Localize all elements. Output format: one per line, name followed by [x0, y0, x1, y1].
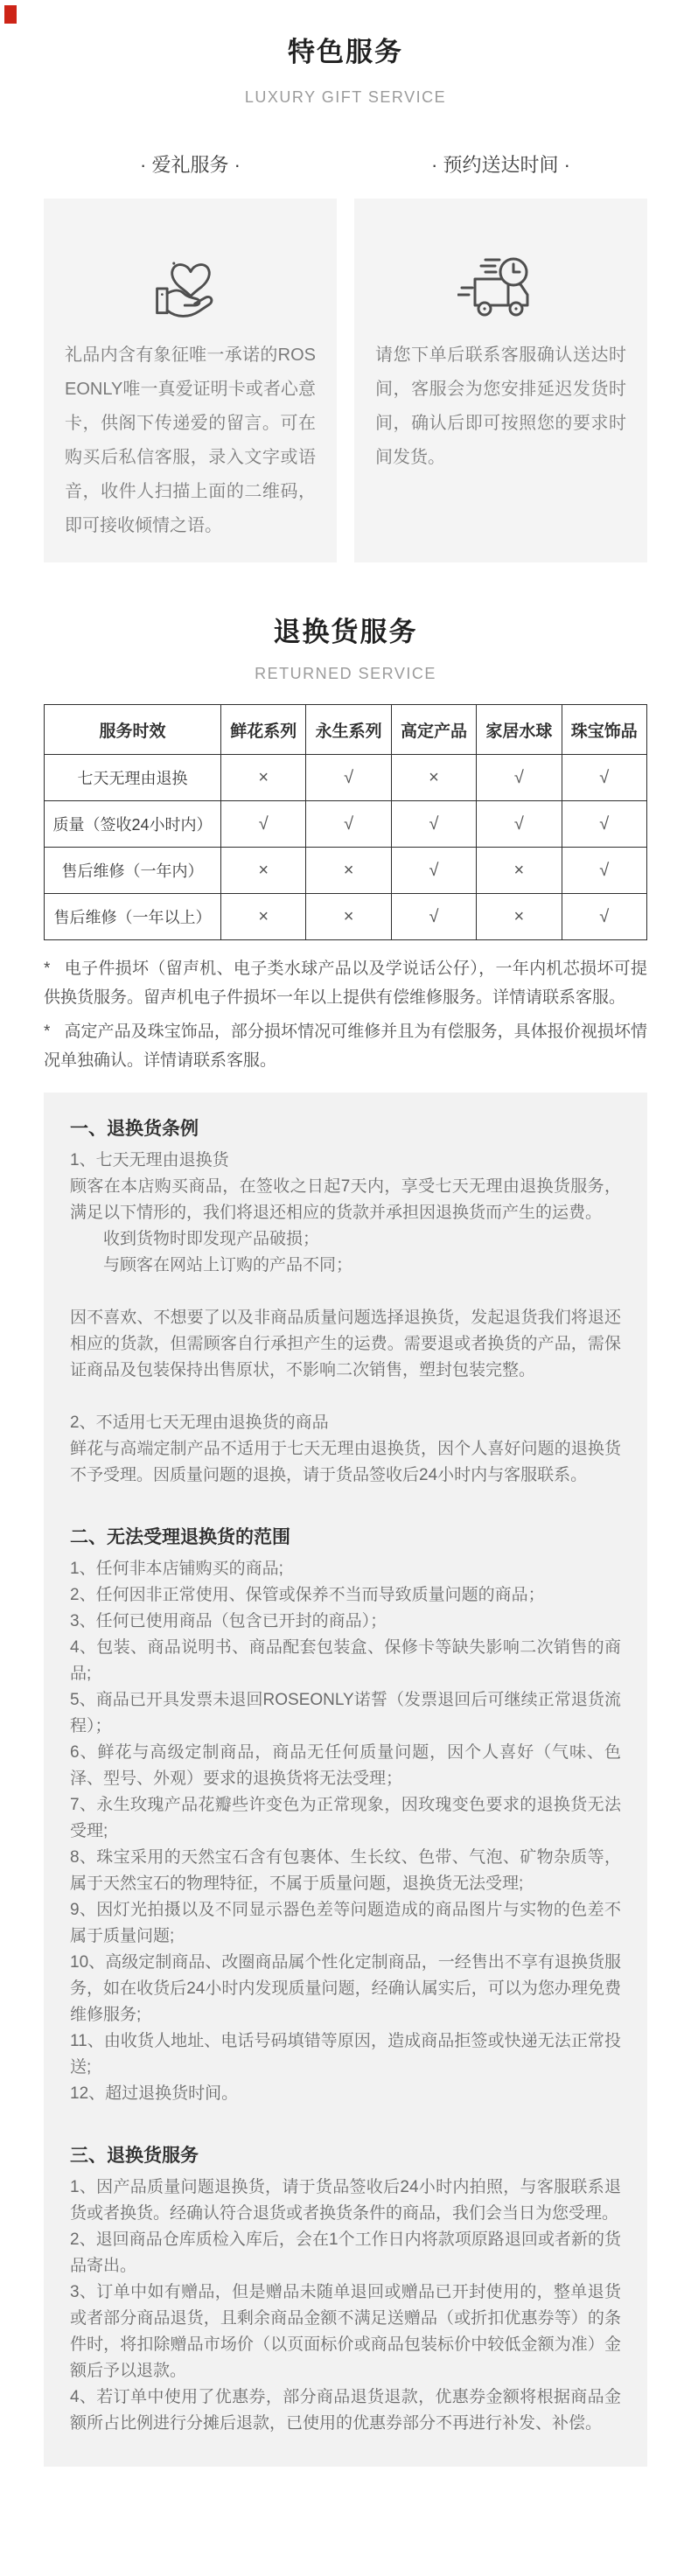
policy-paragraph: 鲜花与高端定制产品不适用于七天无理由退换货，因个人喜好问题的退换货不予受理。因质量问题的退换，请于货品签收后24小时内与客服联系。 — [70, 1440, 621, 1484]
featured-service-title: 特色服务 — [288, 37, 403, 67]
returned-service-title: 退换货服务 — [273, 617, 418, 647]
policy-paragraph: 2、不适用七天无理由退换货的商品 — [70, 1414, 329, 1432]
policy-section-heading: 一、退换货条例 — [70, 1119, 199, 1139]
check-mark: √ — [306, 755, 391, 801]
check-mark: √ — [562, 848, 646, 894]
red-corner-mark — [4, 5, 17, 24]
check-mark: √ — [391, 801, 476, 848]
policy-paragraph: 4、若订单中使用了优惠券，部分商品退货退款，优惠券金额将根据商品金额所占比例进行分摊后退款，已使用的优惠券部分不再进行补发、补偿。 — [70, 2388, 621, 2433]
policy-paragraph: 1、因产品质量问题退换货，请于货品签收后24小时内拍照，与客服联系退货或者换货。经确认符合退货或者换货条件的商品，我们会当日为您受理。 — [70, 2178, 621, 2223]
policy-section-heading: 二、无法受理退换货的范围 — [70, 1527, 290, 1547]
delivery-time-column — [354, 150, 647, 562]
footnote — [44, 1017, 647, 1075]
policy-paragraph: 7、永生玫瑰产品花瓣些许变色为正常现象，因玫瑰变色要求的退换货无法受理; — [70, 1796, 621, 1840]
check-mark: √ — [562, 801, 646, 848]
cross-mark: × — [221, 755, 306, 801]
policy-paragraph: 收到货物时即发现产品破损； — [103, 1230, 320, 1248]
policy-section — [70, 1115, 621, 1489]
heart-in-hand-icon — [65, 199, 316, 328]
footnote-text: 高定产品及珠宝饰品，部分损坏情况可维修并且为有偿服务，具体报价视损坏情况单独确认。详情请联系客服。 — [44, 1023, 647, 1070]
check-mark: √ — [562, 755, 646, 801]
delivery-time-label: · 预约送达时间 · — [431, 154, 570, 176]
policy-paragraph: 1、任何非本店铺购买的商品; — [70, 1560, 283, 1578]
delivery-time-text: 请您下单后联系客服确认送达时间，客服会为您安排延迟发货时间，确认后即可按照您的要求时间发货。 — [375, 346, 626, 467]
table-row — [45, 894, 647, 940]
footnote-text: 电子件损坏（留声机、电子类水球产品以及学说话公仔），一年内机芯损坏可提供换货服务。留声机电子件损坏一年以上提供有偿维修服务。详情请联系客服。 — [44, 960, 647, 1007]
check-mark: √ — [391, 848, 476, 894]
policy-section-heading: 三、退换货服务 — [70, 2146, 199, 2166]
delivery-truck-clock-icon — [375, 199, 626, 328]
policy-paragraph: 2、任何因非正常使用、保管或保养不当而导致质量问题的商品； — [70, 1586, 545, 1604]
table-header-cell: 鲜花系列 — [221, 705, 306, 755]
gift-service-column — [44, 150, 337, 562]
policy-paragraph: 12、超过退换货时间。 — [70, 2084, 239, 2103]
table-row-label: 售后维修（一年以上） — [45, 894, 221, 940]
policy-paragraph: 1、七天无理由退换货 — [70, 1151, 229, 1169]
gift-service-text: 礼品内含有象征唯一承诺的ROSEONLY唯一真爱证明卡或者心意卡，供阁下传递爱的留言。可在购买后私信客服，录入文字或语音，收件人扫描上面的二维码，即可接收倾情之语。 — [65, 346, 316, 535]
gift-service-card — [44, 199, 337, 562]
table-header-row — [45, 705, 647, 755]
policy-paragraph: 6、鲜花与高级定制商品，商品无任何质量问题，因个人喜好（气味、色泽、型号、外观）要求的退换货将无法受理； — [70, 1743, 621, 1788]
check-mark: √ — [477, 801, 562, 848]
returned-service-subtitle: RETURNED SERVICE — [255, 665, 436, 682]
cross-mark: × — [221, 848, 306, 894]
policy-paragraph: 10、高级定制商品、改圈商品属个性化定制商品，一经售出不享有退换货服务，如在收货后24小时内发现质量问题，经确认属实后，可以为您办理免费维修服务; — [70, 1953, 621, 2024]
check-mark: √ — [562, 894, 646, 940]
policy-paragraph: 9、因灯光拍摄以及不同显示器色差等问题造成的商品图片与实物的色差不属于质量问题; — [70, 1901, 621, 1945]
check-mark: √ — [391, 894, 476, 940]
table-header-cell: 服务时效 — [45, 705, 221, 755]
policy-paragraph: 3、任何已使用商品（包含已开封的商品）； — [70, 1612, 387, 1630]
policy-paragraph: 顾客在本店购买商品，在签收之日起7天内，享受七天无理由退换货服务，满足以下情形的，我们将退还相应的货款并承担因退换货而产生的运费。 — [70, 1177, 621, 1222]
table-row — [45, 755, 647, 801]
check-mark: √ — [221, 801, 306, 848]
policy-section — [70, 2142, 621, 2437]
footnote — [44, 954, 647, 1012]
check-mark: √ — [477, 755, 562, 801]
cross-mark: × — [306, 848, 391, 894]
check-mark: √ — [306, 801, 391, 848]
table-header-cell: 珠宝饰品 — [562, 705, 646, 755]
table-header-cell: 永生系列 — [306, 705, 391, 755]
table-row — [45, 848, 647, 894]
cross-mark: × — [477, 894, 562, 940]
table-row-label: 七天无理由退换 — [45, 755, 221, 801]
policy-box — [44, 1093, 647, 2467]
table-row-label: 售后维修（一年内） — [45, 848, 221, 894]
footnote-asterisk: * — [44, 960, 51, 978]
footnote-asterisk: * — [44, 1023, 51, 1041]
footnotes — [44, 954, 647, 1075]
policy-paragraph: 与顾客在网站上订购的产品不同； — [103, 1256, 353, 1274]
policy-section — [70, 1524, 621, 2107]
featured-cards-row — [0, 150, 691, 562]
policy-paragraph: 11、由收货人地址、电话号码填错等原因，造成商品拒签或快递无法正常投送; — [70, 2032, 621, 2077]
table-header-cell: 高定产品 — [391, 705, 476, 755]
policy-paragraph: 2、退回商品仓库质检入库后，会在1个工作日内将款项原路退回或者新的货品寄出。 — [70, 2230, 621, 2275]
cross-mark: × — [221, 894, 306, 940]
table-row — [45, 801, 647, 848]
policy-paragraph: 4、包装、商品说明书、商品配套包装盒、保修卡等缺失影响二次销售的商品; — [70, 1638, 621, 1683]
policy-paragraph: 因不喜欢、不想要了以及非商品质量问题选择退换货，发起退货我们将退还相应的货款，但需顾客自行承担产生的运费。需要退或者换货的产品，需保证商品及包装保持出售原状，不影响二次销售，塑封包装完整。 — [70, 1309, 621, 1379]
table-header-cell: 家居水球 — [477, 705, 562, 755]
cross-mark: × — [306, 894, 391, 940]
gift-service-label: · 爱礼服务 · — [140, 154, 241, 176]
policy-paragraph: 8、珠宝采用的天然宝石含有包裹体、生长纹、色带、气泡、矿物杂质等，属于天然宝石的物理特征，不属于质量问题，退换货无法受理; — [70, 1848, 621, 1893]
cross-mark: × — [477, 848, 562, 894]
policy-paragraph: 3、订单中如有赠品，但是赠品未随单退回或赠品已开封使用的，整单退货或者部分商品退货，且剩余商品金额不满足送赠品（或折扣优惠券等）的条件时，将扣除赠品市场价（以页面标价或商品包装标价中较低金额为准）金额后予以退款。 — [70, 2283, 621, 2380]
table-row-label: 质量（签收24小时内） — [45, 801, 221, 848]
cross-mark: × — [391, 755, 476, 801]
policy-paragraph: 5、商品已开具发票未退回ROSEONLY诺誓（发票退回后可继续正常退货流程）； — [70, 1691, 621, 1735]
service-table — [44, 704, 647, 940]
featured-service-subtitle: LUXURY GIFT SERVICE — [244, 88, 447, 106]
delivery-time-card — [354, 199, 647, 562]
